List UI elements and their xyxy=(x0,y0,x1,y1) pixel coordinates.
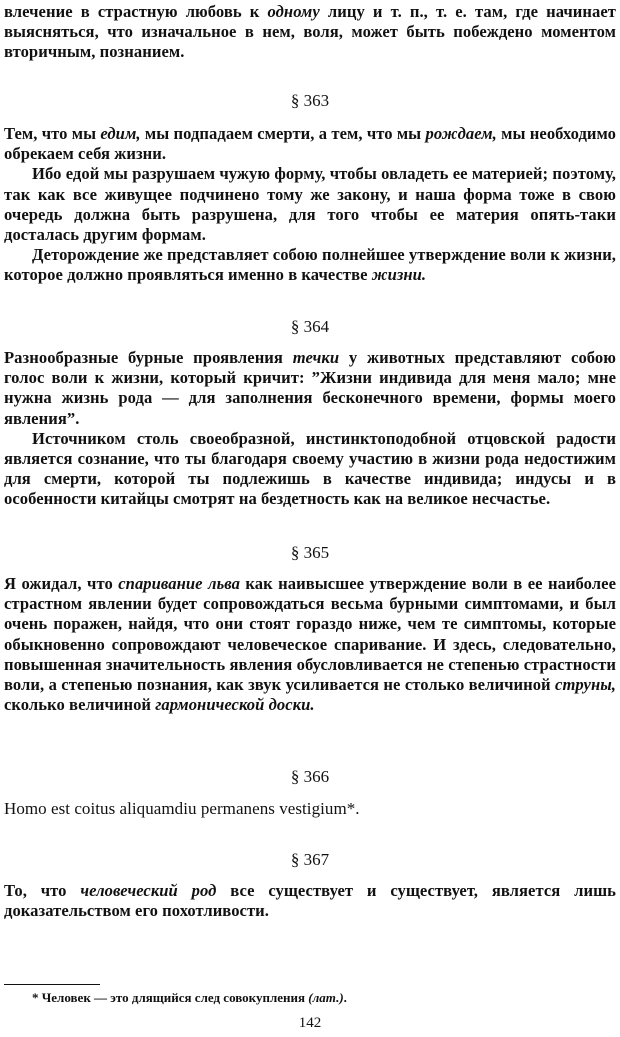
italic-run: течки xyxy=(292,348,340,367)
section-365-body xyxy=(4,574,616,715)
intro-paragraph xyxy=(4,2,616,63)
paragraph xyxy=(4,124,616,164)
text-run: Деторождение же представляет собою полнейшее утверждение воли к жизни, которое должно проявляться именно в качестве xyxy=(4,245,616,285)
text-run: Тем, что мы xyxy=(4,124,101,143)
paragraph xyxy=(4,245,616,285)
italic-run: едим, xyxy=(100,124,141,143)
paragraph xyxy=(4,2,616,63)
paragraph xyxy=(4,574,616,715)
section-363-body xyxy=(4,124,616,286)
italic-run: рождаем, xyxy=(425,124,497,143)
text-run: То, что xyxy=(4,881,81,900)
section-heading-363: § 363 xyxy=(290,91,330,110)
italic-run: (лат.) xyxy=(308,990,344,1005)
text-run: все существует и существует, является лишь доказательством его похотливости. xyxy=(4,881,616,921)
italic-run: спаривание льва xyxy=(118,574,240,593)
section-364-body xyxy=(4,348,616,510)
latin-quote: Homo est coitus aliquamdiu permanens vestigium*. xyxy=(4,799,360,818)
paragraph xyxy=(4,881,616,921)
footnote-divider xyxy=(4,984,100,985)
section-heading-366: § 366 xyxy=(290,767,330,786)
section-366-body xyxy=(4,799,616,819)
text-run: лицу и т. п., т. е. там, где начинает выясняться, что изначальное в нем, воля, может быть побеждено моментом вторичным, познанием. xyxy=(4,2,616,62)
section-heading-364: § 364 xyxy=(290,317,330,336)
section-heading-365: § 365 xyxy=(290,543,330,562)
text-run: . xyxy=(343,990,347,1005)
text-run: у животных представляют собою голос воли к жизни, который кричит: ”Жизни индивида для меня мало; мне нужна жизнь рода — для заполнения бесконечного времени, формы моего явления”. xyxy=(4,348,616,428)
text-run: сколько величиной xyxy=(4,695,156,715)
italic-run: одному xyxy=(267,2,320,21)
text-run: влечение в страстную любовь к xyxy=(4,2,268,21)
footnote xyxy=(32,990,347,1006)
text-run: Разнообразные бурные проявления xyxy=(4,348,293,367)
section-367-body xyxy=(4,881,616,921)
page-number: 142 xyxy=(298,1015,322,1031)
italic-run: жизни. xyxy=(371,265,427,285)
italic-run: гармонической доски. xyxy=(155,695,315,715)
text-run: Я ожидал, что xyxy=(4,574,119,593)
text-run: как наивысшее утверждение воли в ее наиболее страстном явлении будет сопровождаться весьма бурными симптомами, и был очень поражен, найдя, что они стоят гораздо ниже, чем те симптомы, которые обыкновенно сопровождают человеческое спаривание. И здесь, следовательно, повышенная значительность явления обусловливается не степенью страстности воли, а степенью познания, как звук усиливается не столько величиной xyxy=(4,574,616,695)
paragraph: Ибо едой мы разрушаем чужую форму, чтобы овладеть ее материей; поэтому, так как все живущее подчинено тому же закону, и наша форма тоже в свою очередь должна быть разрушена, для того чтобы ее материя опять-таки досталась другим формам. xyxy=(4,164,616,245)
italic-run: человеческий род xyxy=(80,881,217,900)
text-run: * Человек — это длящийся след совокупления xyxy=(32,990,309,1005)
section-heading-367: § 367 xyxy=(290,850,330,869)
paragraph: Источником столь своеобразной, инстинктоподобной отцовской радости является сознание, что ты благодаря своему участию в жизни рода недостижим для смерти, которой ты подлежишь в качестве индивида; индусы и в особенности китайцы смотрят на бездетность как на великое несчастье. xyxy=(4,428,616,509)
text-run: мы подпадаем смерти, а тем, что мы xyxy=(140,124,426,143)
paragraph xyxy=(4,348,616,429)
italic-run: струны, xyxy=(555,675,616,695)
text-run: мы необходимо обрекаем себя жизни. xyxy=(4,124,616,164)
